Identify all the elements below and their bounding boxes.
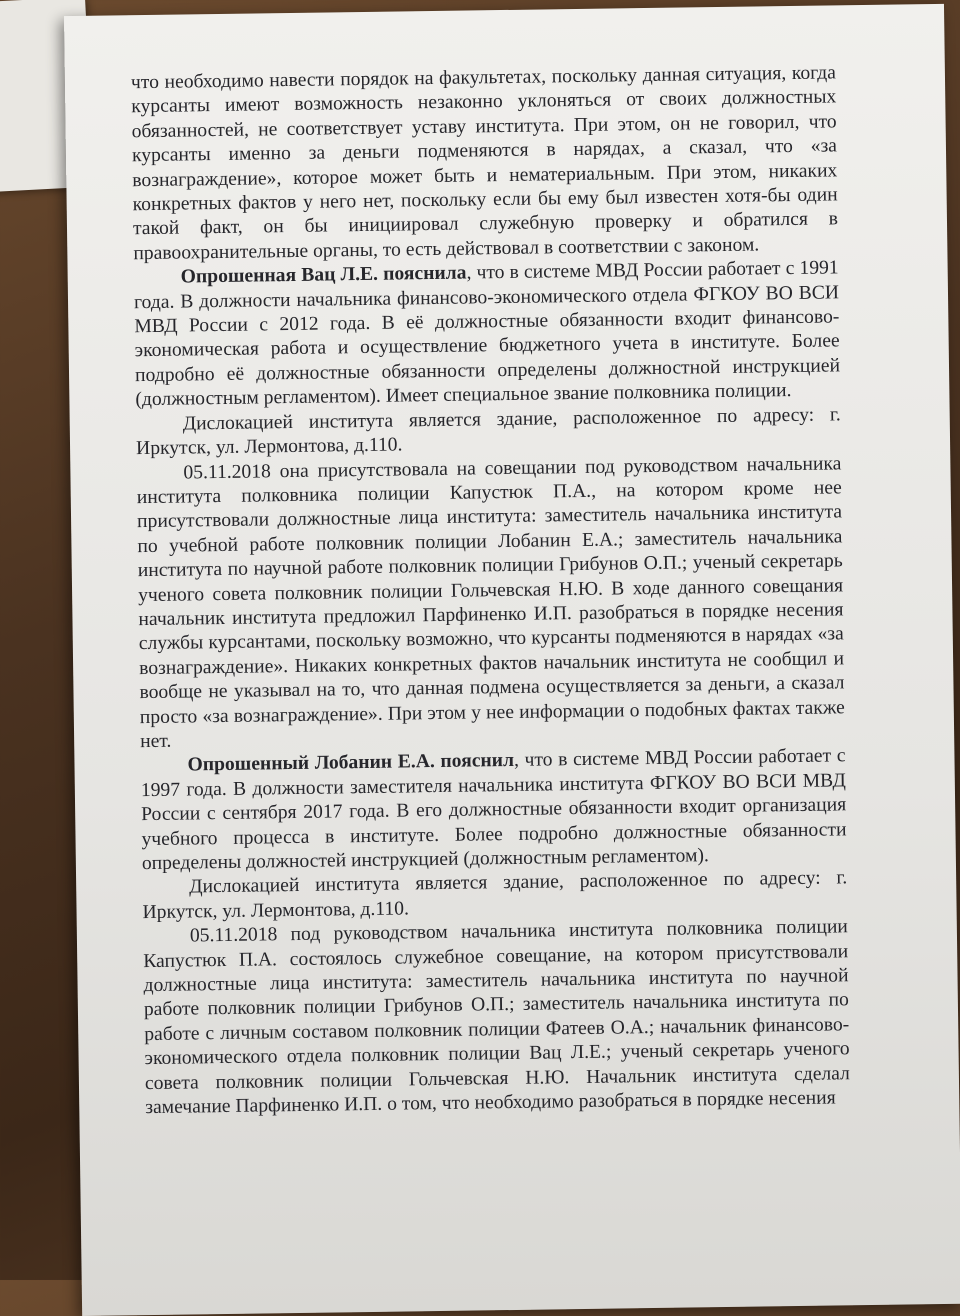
- paragraph-intro-continuation: что необходимо навести порядок на факультетах, поскольку данная ситуация, когда курсанты имеют возможность незаконно уклоняться от своих должностных обязанностей, не соответствует уставу института. При этом, он не говорил, что курсанты именно за деньги подменяются в нарядах, а сказал, что «за вознаграждение», которое может быть и нематериальным. При этом, никаких конкретных фактов у него нет, поскольку если бы ему был известен хотя-бы один такой факт, он бы инициировал служебную проверку и обратился в правоохранительные органы, то есть действовал в соответствии с законом.: [130, 62, 839, 265]
- paragraph-meeting-vats: 05.11.2018 она присутствовала на совещании под руководством начальника института полковника полиции Капустюк П.А., на котором кроме нее присутствовали должностные лица института: заместитель начальника института по учебной работе полковник полиции Лобанин Е.А.; заместитель начальника института по научной работе полковник полиции Грибунов О.П.; ученый секретарь ученого совета полковник полиции Гольчевская Н.Ю. В ходе данного совещания начальник института предложил Парфиненко И.П. разобраться в порядке несения службы курсантами, поскольку возможно, что курсанты подменяются в нарядах «за вознаграждение». Никаких конкретных фактов начальник института не сообщил и вообще не указывал на то, что данная подмена осуществляется за деньги, а сказал просто «за вознаграждение». При этом у нее информации о подобных фактах также нет.: [136, 452, 845, 753]
- paragraph-lobanin-statement: Опрошенный Лобанин Е.А. пояснил, что в системе МВД России работает с 1997 года. В должности заместителя начальника института ФГКОУ ВО ВСИ МВД России с сентября 2017 года. В его должностные обязанности входит организация учебного процесса в институте. Более подробно должностные обязанности определены должностей инструкцией (должностным регламентом).: [140, 745, 847, 875]
- paragraph-vats-statement: Опрошенная Вац Л.Е. пояснила, что в системе МВД России работает с 1991 года. В должности начальника финансово-экономического отдела ФГКОУ ВО ВСИ МВД России с 2012 года. В её должностные обязанности входит финансово-экономическая работа и осуществление бюджетного учета в институте. Более подробно её должностные обязанности определены должностной инструкцией (должностным регламентом). Имеет специальное звание полковника полиции.: [133, 257, 841, 411]
- paragraph-meeting-lobanin: 05.11.2018 под руководством начальника института полковника полиции Капустюк П.А. состоялось служебное совещание, на котором присутствовали должностные лица института: заместитель начальника института по научной работе полковник полиции Грибунов О.П.; заместитель начальника института по работе с личным составом полковник полиции Фатеев О.А.; начальник финансово-экономического отдела полковник полиции Вац Л.Е.; ученый секретарь ученого совета полковник полиции Гольчевская Н.Ю. Начальник института сделал замечание Парфиненко И.П. о том, что необходимо разобраться в порядке несения: [143, 916, 851, 1119]
- speaker-heading-vats: Опрошенная Вац Л.Е. пояснила: [180, 262, 467, 288]
- paragraph-address-1: Дислокацией института является здание, расположенное по адресу: г. Иркутск, ул. Лермонтова, д.110.: [135, 404, 841, 460]
- paragraph-address-2: Дислокацией института является здание, расположенное по адресу: г. Иркутск, ул. Лермонтова, д.110.: [142, 867, 848, 923]
- document-body: [131, 61, 851, 1120]
- document-page: [64, 4, 960, 1316]
- speaker-heading-lobanin: Опрошенный Лобанин Е.А. пояснил: [187, 750, 515, 776]
